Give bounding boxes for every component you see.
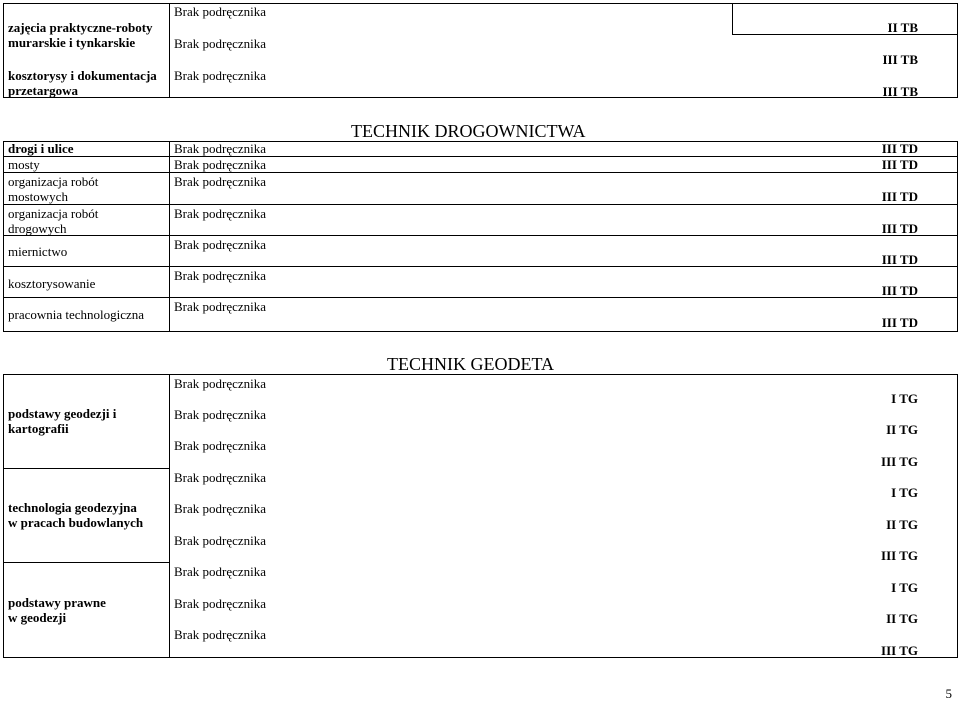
td-book-5: Brak podręcznika [174,237,267,252]
tg-class-1: I TG [891,391,918,406]
td-subject-2: mosty [8,157,40,172]
tg-book-4: Brak podręcznika [174,470,267,485]
td-class-4: III TD [881,221,918,236]
page-number: 5 [945,686,952,701]
tg-class-4: I TG [891,485,918,500]
td-book-7: Brak podręcznika [174,299,267,314]
td-class-6: III TD [881,283,918,298]
tg-class-8: II TG [886,611,918,626]
tg-subject-3: podstawy prawne w geodezji [8,595,106,625]
tb-class-1: II TB [887,20,918,35]
td-book-1: Brak podręcznika [174,141,267,156]
td-subject-6: kosztorysowanie [8,276,96,291]
tb-book-1: Brak podręcznika [174,4,267,19]
td-book-2: Brak podręcznika [174,157,267,172]
tg-class-2: II TG [886,422,918,437]
tg-class-9: III TG [881,643,918,658]
tb-class-3: III TB [882,84,918,99]
td-class-3: III TD [881,189,918,204]
td-book-3: Brak podręcznika [174,174,267,189]
tg-book-7: Brak podręcznika [174,564,267,579]
tg-section-title: TECHNIK GEODETA [387,354,555,374]
td-subject-4: organizacja robót drogowych [8,206,99,236]
tb-subject-1: zajęcia praktyczne-roboty murarskie i tynkarskie [8,20,153,50]
td-class-1: III TD [881,141,918,156]
td-class-5: III TD [881,252,918,267]
tg-book-6: Brak podręcznika [174,533,267,548]
tg-book-5: Brak podręcznika [174,501,267,516]
tb-class-2: III TB [882,52,918,67]
td-book-4: Brak podręcznika [174,206,267,221]
tg-subject-1: podstawy geodezji i kartografii [8,406,117,436]
td-subject-5: miernictwo [8,244,68,259]
tb-book-2: Brak podręcznika [174,36,267,51]
tg-class-7: I TG [891,580,918,595]
td-section-title: TECHNIK DROGOWNICTWA [351,121,586,141]
td-subject-3: organizacja robót mostowych [8,174,99,204]
tb-subject-2: kosztorysy i dokumentacja przetargowa [8,68,157,98]
tg-book-9: Brak podręcznika [174,627,267,642]
td-subject-7: pracownia technologiczna [8,307,145,322]
td-class-2: III TD [881,157,918,172]
tg-subject-2: technologia geodezyjna w pracach budowlanych [8,500,144,530]
tg-book-3: Brak podręcznika [174,438,267,453]
td-book-6: Brak podręcznika [174,268,267,283]
tg-book-8: Brak podręcznika [174,596,267,611]
tg-book-1: Brak podręcznika [174,376,267,391]
td-class-7: III TD [881,315,918,330]
td-subject-1: drogi i ulice [8,141,74,156]
tg-class-3: III TG [881,454,918,469]
tg-class-5: II TG [886,517,918,532]
tg-class-6: III TG [881,548,918,563]
tb-book-3: Brak podręcznika [174,68,267,83]
tg-book-2: Brak podręcznika [174,407,267,422]
